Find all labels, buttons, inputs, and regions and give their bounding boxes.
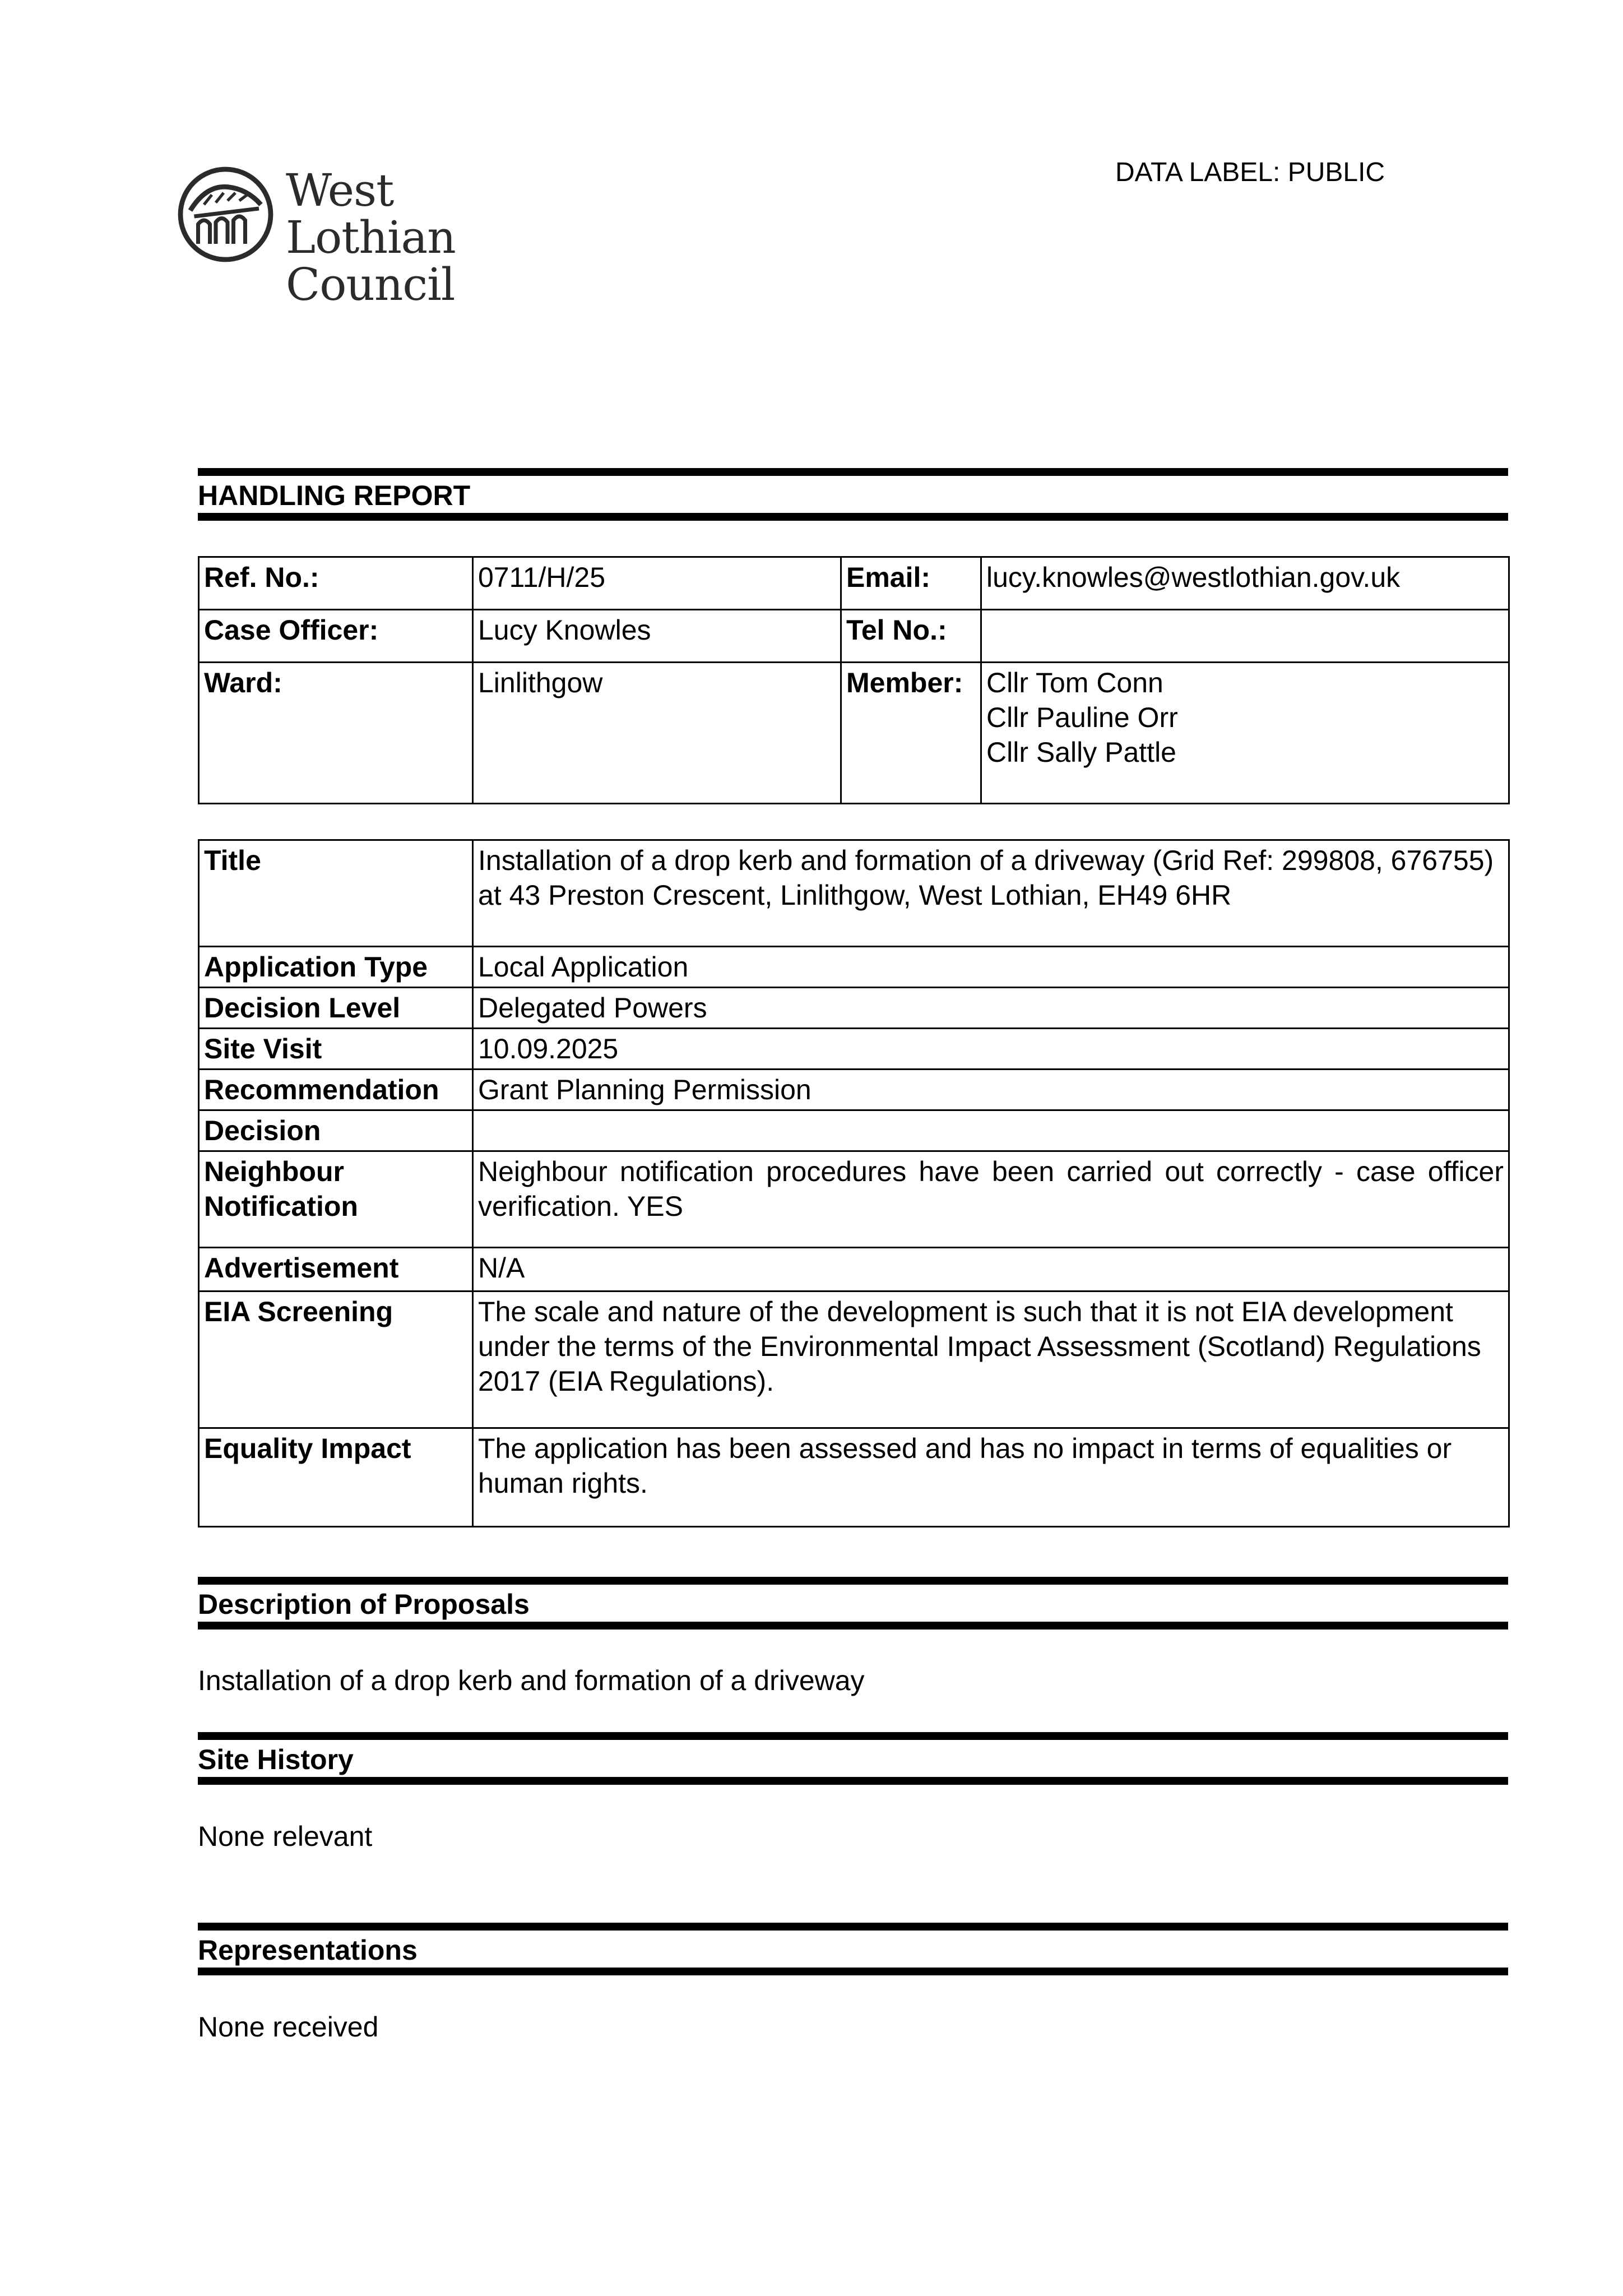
table-row [199, 1110, 1509, 1151]
officer-label: Case Officer: [199, 610, 473, 663]
tel-label: Tel No.: [841, 610, 981, 663]
decision-value [473, 1110, 1509, 1151]
table-row [199, 610, 1509, 663]
email-label: Email: [841, 557, 981, 610]
data-label: DATA LABEL: PUBLIC [1115, 158, 1385, 187]
representations-section-header [198, 1923, 1508, 1975]
ward-label: Ward: [199, 663, 473, 804]
table-row [199, 1151, 1509, 1248]
site-visit-label: Site Visit [199, 1029, 473, 1070]
handling-report-header [198, 468, 1508, 521]
table-row [199, 557, 1509, 610]
member-list [981, 663, 1509, 804]
table-row [199, 1428, 1509, 1527]
logo-line-1: West Lothian [286, 164, 456, 263]
logo-line-2: Council [286, 258, 455, 311]
member-label: Member: [841, 663, 981, 804]
table-row [199, 1029, 1509, 1070]
eia-screening-value: The scale and nature of the development is such that it is not EIA development under the terms of the Environmental Impact Assessment (Scotland) Regulations 2017 (EIA Regulations). [473, 1292, 1509, 1428]
description-text: Installation of a drop kerb and formation of a driveway [198, 1665, 865, 1696]
tel-value [981, 610, 1509, 663]
table-row [199, 1292, 1509, 1428]
decision-level-label: Decision Level [199, 988, 473, 1029]
site-visit-value: 10.09.2025 [473, 1029, 1509, 1070]
equality-impact-label: Equality Impact [199, 1428, 473, 1527]
member-item: Cllr Sally Pattle [986, 737, 1176, 768]
description-section-header [198, 1577, 1508, 1630]
advertisement-value: N/A [473, 1248, 1509, 1292]
page-title: HANDLING REPORT [198, 480, 471, 511]
equality-impact-value: The application has been assessed and has no impact in terms of equalities or human rights. [473, 1428, 1509, 1527]
viaduct-emblem-icon [177, 163, 275, 266]
decision-level-value: Delegated Powers [473, 988, 1509, 1029]
section-title: Representations [198, 1934, 418, 1966]
ward-value: Linlithgow [473, 663, 841, 804]
section-title: Description of Proposals [198, 1589, 530, 1620]
application-type-value: Local Application [473, 947, 1509, 988]
ref-value: 0711/H/25 [473, 557, 841, 610]
decision-label: Decision [199, 1110, 473, 1151]
recommendation-value: Grant Planning Permission [473, 1070, 1509, 1110]
section-title: Site History [198, 1744, 354, 1775]
member-item: Cllr Pauline Orr [986, 702, 1178, 733]
representations-text: None received [198, 2011, 379, 2043]
table-row [199, 1248, 1509, 1292]
email-value[interactable]: lucy.knowles@westlothian.gov.uk [981, 557, 1509, 610]
neighbour-notification-label: Neighbour Notification [199, 1151, 473, 1248]
table-row [199, 1070, 1509, 1110]
neighbour-notification-value: Neighbour notification procedures have been carried out correctly - case officer verification. YES [473, 1151, 1509, 1248]
site-history-text: None relevant [198, 1821, 373, 1852]
officer-value: Lucy Knowles [473, 610, 841, 663]
eia-screening-label: EIA Screening [199, 1292, 473, 1428]
details-table [198, 839, 1510, 1527]
site-history-section-header [198, 1732, 1508, 1785]
member-item: Cllr Tom Conn [986, 667, 1163, 698]
table-row [199, 840, 1509, 947]
title-value: Installation of a drop kerb and formation of a driveway (Grid Ref: 299808, 676755) at 43 Preston Crescent, Linlithgow, West Lothian, EH49 6HR [473, 840, 1509, 947]
recommendation-label: Recommendation [199, 1070, 473, 1110]
title-label: Title [199, 840, 473, 947]
table-row [199, 947, 1509, 988]
table-row [199, 663, 1509, 804]
case-table [198, 556, 1510, 804]
table-row [199, 988, 1509, 1029]
council-logo [177, 163, 558, 311]
ref-label: Ref. No.: [199, 557, 473, 610]
application-type-label: Application Type [199, 947, 473, 988]
advertisement-label: Advertisement [199, 1248, 473, 1292]
